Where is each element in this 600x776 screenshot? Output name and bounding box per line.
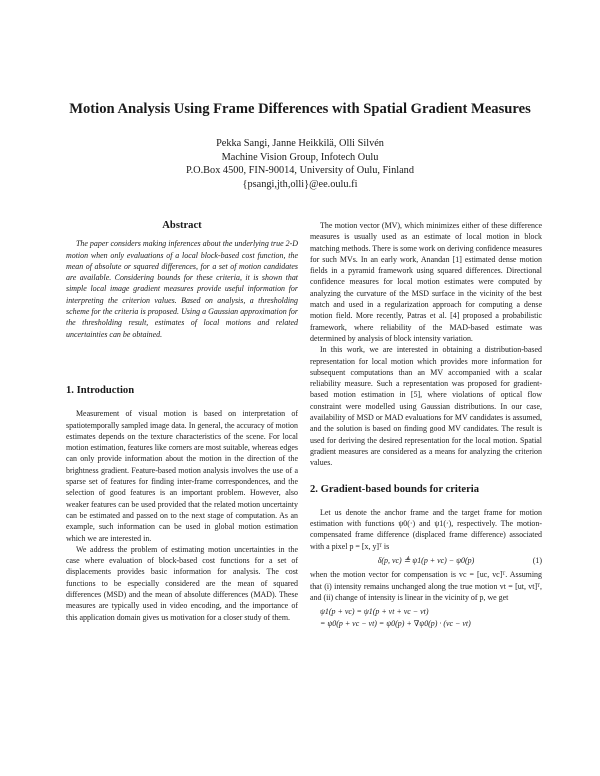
- author-names: Pekka Sangi, Janne Heikkilä, Olli Silvén: [216, 138, 384, 149]
- paper-title: Motion Analysis Using Frame Differences with Spatial Gradient Measures: [69, 101, 531, 117]
- equation-1-body: δ(p, vc) ≜ ψ1(p + vc) − ψ0(p): [377, 556, 475, 566]
- introduction-heading: 1. Introduction: [66, 384, 135, 396]
- abstract-heading: Abstract: [162, 220, 202, 231]
- email: {psangi,jth,olli}@ee.oulu.fi: [242, 178, 358, 190]
- right-paragraph-2: In this work, we are interested in obtaining a distribution-based representation for local motion which provides more information for subsequent computations than an MV accompanied with a scalar reliability measure. Such a representation was proposed for gradient-based motion estimation in [5], where violations of optical flow constraint were modelled using Gaussian distributions. In our case, availability of MSD or MAD evaluations for MV candidates is assumed, and the solution is based on finding good MV candidates. The result is used for deriving the desired representation for the local motion. Spatial gradient measures are considered as a means for analyzing the criterion values.: [310, 345, 542, 468]
- equation-1-number: (1): [532, 556, 542, 566]
- section-2-heading: 2. Gradient-based bounds for criteria: [310, 483, 480, 495]
- equation-2-line-2: = ψ0(p + vc − vt) = ψ0(p) + ∇ψ0(p) · (vc − vt): [320, 618, 471, 628]
- introduction-paragraph-1: Measurement of visual motion is based on interpretation of spatiotemporally sampled image data. In general, the accuracy of motion estimates depends on the texture characteristics of the scene. For local motion estimation, features like corners are most suitable, whereas edges can only provide information about the motion in the direction of the brightness gradient. Feature-based motion analysis involves the use of a sparse set of features for finding inter-frame correspondences, and the selection of good features is an important problem. However, also weaker features can be used provided that the related motion uncertainty can be estimated and passed on to the next stage of computation. As an example, such information can be used in global motion estimation which we are interested in.: [66, 409, 298, 543]
- section-2-paragraph-1: Let us denote the anchor frame and the target frame for motion estimation with functions ψ0(·) and ψ1(·), respectively. The motion-compensated frame difference (displaced frame difference) associated with a pixel p = [x, y]ᵀ is: [310, 507, 542, 551]
- author-block: [0, 137, 600, 191]
- equation-2-line-1: ψ1(p + vc) = ψ1(p + vt + vc − vt): [320, 607, 429, 617]
- affiliation: Machine Vision Group, Infotech Oulu: [221, 151, 379, 163]
- equation-1: [310, 555, 542, 566]
- address: P.O.Box 4500, FIN-90014, University of Oulu, Finland: [186, 165, 414, 177]
- section-2-paragraph-2: when the motion vector for compensation is vc = [uc, vc]ᵀ. Assuming that (i) intensity remains unchanged along the true motion vt = [ut, vt]ᵀ, and (ii) change of intensity is linear in the vicinity of p, we get: [310, 570, 542, 602]
- abstract-text: The paper considers making inferences about the underlying true 2-D motion when only evaluations of a local block-based cost function, the mean of absolute or squared differences, for a set of motion candidates are available. Considering bounds for these criteria, it is shown that simple local image gradient measures provide useful information for interpreting the criterion values. Based on analysis, a thresholding scheme for the criteria is proposed. Using a Gaussian approximation for the thresholding result, estimates of local motions and related uncertainties can be obtained.: [66, 239, 298, 339]
- right-paragraph-1: The motion vector (MV), which minimizes either of these difference measures is usually used as an estimate of local motion in block matching methods. There is some work on deriving confidence measures for such MVs. In an early work, Anandan [1] estimated dense motion fields in a pyramid framework using squared differences. Directional confidence measures for local motion estimates were computed by analyzing the curvature of the MSD surface in the vicinity of the best match and used in a regularization approach for computing a dense motion field. More recently, Patras et al. [4] proposed a probabilistic framework, where reliability of the MAD-based estimate was determined by analysis of block intensity variation.: [310, 221, 542, 343]
- introduction-paragraph-2: We address the problem of estimating motion uncertainties in the case where evaluation of block-based cost functions for a set of displacements provides basic information for analysis. The cost functions to be especially considered are the mean of squared differences (MSD) and the mean of absolute differences (MAD). These measures are typically used in video encoding, and the importance of this application domain gives us motivation for a closer study of them.: [66, 544, 298, 622]
- left-column: [66, 220, 298, 623]
- right-column: [310, 220, 542, 629]
